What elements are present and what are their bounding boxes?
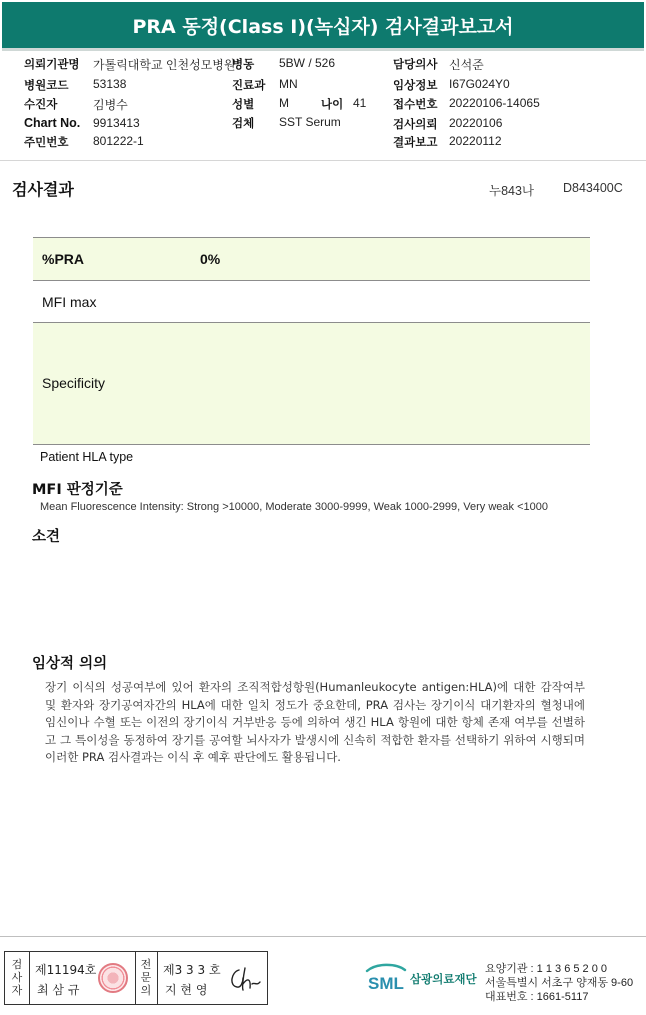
opinion-title: 소견 bbox=[32, 529, 61, 545]
significance-title: 임상적 의의 bbox=[32, 656, 108, 672]
specimen-value: SST Serum bbox=[279, 115, 341, 129]
dept-label: 진료과 bbox=[232, 78, 266, 92]
test-code: D843400C bbox=[563, 181, 623, 195]
org-address: 서울특별시 서초구 양재동 9-60 bbox=[485, 977, 634, 989]
doctor-label: 담당의사 bbox=[393, 57, 438, 71]
report-title: PRA 동정(Class I)(녹십자) 검사결과보고서 bbox=[2, 2, 644, 51]
mfi-max-row bbox=[33, 280, 590, 322]
sex-label: 성별 bbox=[232, 97, 255, 111]
clinical-info-label: 임상정보 bbox=[393, 78, 438, 92]
test-code-local: 누843나 bbox=[489, 184, 535, 198]
significance-text: 장기 이식의 성공여부에 있어 환자의 조직적합성항원(Humanleukocyte antigen:HLA)에 대한 감작여부 및 환자와 장기공여자간의 HLA에 대한 일치 정도가 중요한데, PRA 검사는 장기이식 대기환자의 혈청내에 임신이나 수혈 또는 이전의 장기이식 거부반응 등에 의하여 생긴 HLA 항원에 대한 항체 존재 여부를 선별하고 그 특이성을 동정하여 장기를 공여할 뇌사자가 발생시에 신속히 적합한 환자를 선택하기 위하여 시행되며 이러한 PRA 검사결과는 이식 후 예후 판단에도 활용됩니다. bbox=[45, 680, 585, 764]
specialist-label: 전문의 bbox=[140, 958, 152, 997]
request-date-value: 20220106 bbox=[449, 116, 503, 130]
org-phone: 대표번호 : 1661-5117 bbox=[485, 991, 589, 1003]
sml-logo-icon bbox=[364, 961, 408, 995]
table-line bbox=[33, 444, 590, 445]
table-line bbox=[33, 322, 590, 323]
signature-box bbox=[4, 951, 268, 1005]
pra-label: %PRA bbox=[42, 251, 85, 267]
resident-id-label: 주민번호 bbox=[24, 135, 69, 149]
header-divider bbox=[0, 160, 646, 161]
ward-label: 병동 bbox=[232, 57, 255, 71]
box-divider bbox=[157, 952, 158, 1004]
mfi-criteria-title: MFI 판정기준 bbox=[32, 482, 123, 498]
chart-no-value: 9913413 bbox=[93, 116, 140, 130]
report-date-value: 20220112 bbox=[449, 134, 502, 148]
dept-value: MN bbox=[279, 77, 298, 91]
examiner-label: 검사자 bbox=[11, 958, 23, 997]
specialist-license: 제3 3 3 호 bbox=[163, 963, 221, 977]
examiner-license: 제11194호 bbox=[35, 963, 97, 977]
hla-type-label: Patient HLA type bbox=[40, 450, 134, 464]
box-divider bbox=[29, 952, 30, 1004]
chart-no-label: Chart No. bbox=[24, 116, 81, 130]
receipt-no-label: 접수번호 bbox=[393, 97, 438, 111]
specimen-label: 검체 bbox=[232, 116, 255, 130]
pra-value: 0% bbox=[200, 251, 221, 267]
patient-name-value: 김병수 bbox=[93, 98, 128, 112]
table-line bbox=[33, 237, 590, 238]
results-title: 검사결과 bbox=[12, 180, 74, 199]
hospital-code-label: 병원코드 bbox=[24, 78, 69, 92]
care-code: 요양기관 : 1 1 3 6 5 2 0 0 bbox=[485, 963, 608, 975]
report-date-label: 결과보고 bbox=[393, 135, 438, 149]
doctor-value: 신석준 bbox=[449, 58, 484, 72]
sex-value: M bbox=[279, 96, 289, 110]
hospital-code-value: 53138 bbox=[93, 77, 127, 91]
age-value: 41 bbox=[353, 96, 367, 110]
table-line bbox=[33, 280, 590, 281]
request-date-label: 검사의뢰 bbox=[393, 117, 438, 131]
resident-id-value: 801222-1 bbox=[93, 134, 144, 148]
org-name: 삼광의료재단 bbox=[410, 972, 477, 986]
footer-divider bbox=[0, 936, 646, 937]
patient-name-label: 수진자 bbox=[24, 97, 58, 111]
age-label: 나이 bbox=[321, 97, 344, 111]
pra-row bbox=[33, 238, 590, 280]
specificity-row bbox=[33, 322, 590, 444]
mfi-max-label: MFI max bbox=[42, 294, 97, 310]
mfi-criteria-text: Mean Fluorescence Intensity: Strong >10000, Moderate 3000-9999, Weak 1000-2999, Very weak <1000 bbox=[40, 501, 548, 513]
examiner-name: 최 삼 규 bbox=[37, 983, 80, 997]
receipt-no-value: 20220106-14065 bbox=[449, 96, 540, 110]
institution-label: 의뢰기관명 bbox=[24, 57, 80, 71]
institution-value: 가톨릭대학교 인천성모병원 bbox=[93, 58, 236, 72]
clinical-info-value: I67G024Y0 bbox=[449, 77, 510, 91]
svg-text:SML: SML bbox=[368, 974, 404, 993]
examiner-seal-icon bbox=[98, 963, 128, 993]
signature-icon bbox=[227, 964, 263, 994]
specialist-name: 지 현 영 bbox=[165, 983, 208, 997]
ward-value: 5BW / 526 bbox=[279, 56, 336, 70]
specificity-label: Specificity bbox=[42, 375, 106, 391]
